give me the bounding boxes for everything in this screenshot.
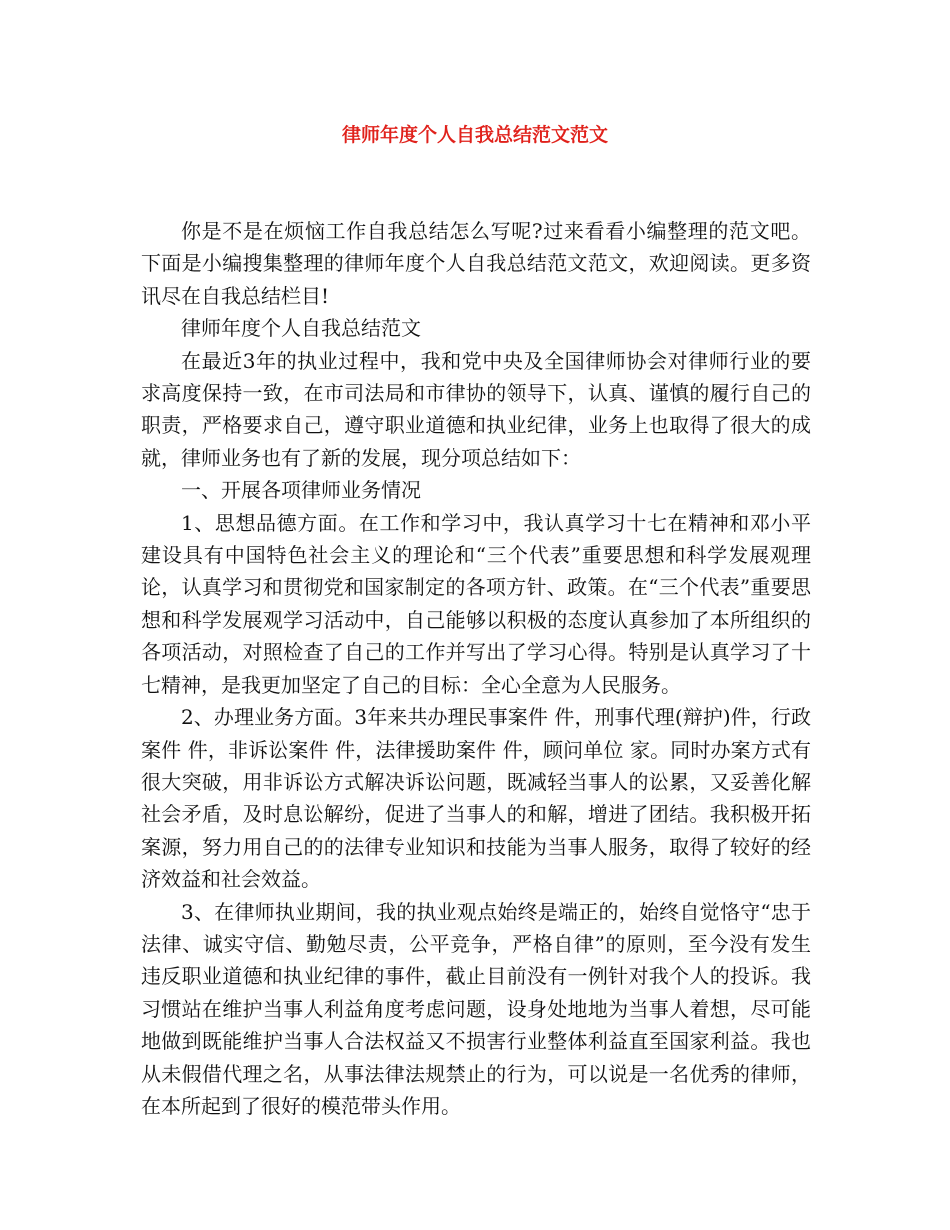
paragraph-overview: 在最近3年的执业过程中，我和党中央及全国律师协会对律师行业的要求高度保持一致，在市司法局和市律协的领导下，认真、谨慎的履行自己的职责，严格要求自己，遵守职业道德和执业纪律，业务上也取得了很大的成就，律师业务也有了新的发展，现分项总结如下： — [141, 348, 811, 470]
section-heading: 一、开展各项律师业务情况 — [181, 478, 421, 503]
document-title: 律师年度个人自我总结范文范文 — [341, 124, 608, 146]
document-body — [141, 215, 811, 1122]
paragraph-item-1: 1、思想品德方面。在工作和学习中，我认真学习十七在精神和邓小平建设具有中国特色社会主义的理论和“三个代表”重要思想和科学发展观理论，认真学习和贯彻党和国家制定的各项方针、政策。在“三个代表”重要思想和科学发展观学习活动中，自己能够以积极的态度认真参加了本所组织的各项活动，对照检查了自己的工作并写出了学习心得。特别是认真学习了十七精神，是我更加坚定了自己的目标：全心全意为人民服务。 — [141, 510, 811, 697]
paragraph-item-3: 3、在律师执业期间，我的执业观点始终是端正的，始终自觉恪守“忠于法律、诚实守信、勤勉尽责，公平竞争，严格自律”的原则，至今没有发生违反职业道德和执业纪律的事件，截止目前没有一例针对我个人的投诉。我习惯站在维护当事人利益角度考虑问题，设身处地地为当事人着想，尽可能地做到既能维护当事人合法权益又不损害行业整体利益直至国家利益。我也从未假借代理之名，从事法律法规禁止的行为，可以说是一名优秀的律师，在本所起到了很好的模范带头作用。 — [141, 899, 811, 1118]
paragraph-intro: 你是不是在烦恼工作自我总结怎么写呢?过来看看小编整理的范文吧。下面是小编搜集整理的律师年度个人自我总结范文范文，欢迎阅读。更多资讯尽在自我总结栏目! — [141, 219, 811, 308]
paragraph-subtitle: 律师年度个人自我总结范文 — [181, 316, 421, 341]
paragraph-item-2: 2、办理业务方面。3年来共办理民事案件 件，刑事代理(辩护)件，行政案件 件，非诉讼案件 件，法律援助案件 件，顾问单位 家。同时办案方式有很大突破，用非诉讼方式解决诉讼问题，既减轻当事人的讼累，又妥善化解社会矛盾，及时息讼解纷，促进了当事人的和解，增进了团结。我积极开拓案源，努力用自己的的法律专业知识和技能为当事人服务，取得了较好的经济效益和社会效益。 — [141, 705, 811, 892]
